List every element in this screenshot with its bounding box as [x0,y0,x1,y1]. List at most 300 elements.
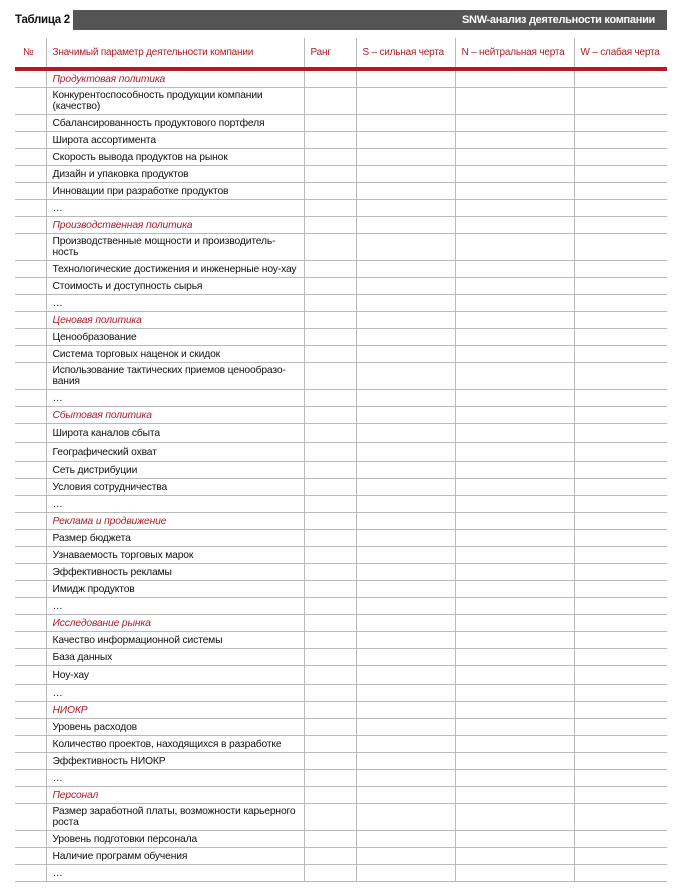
weak-cell [574,804,667,831]
strong-cell [356,615,455,632]
neutral-cell [455,666,574,685]
strong-cell [356,312,455,329]
section-row [15,69,667,88]
rank-cell [304,346,356,363]
weak-cell [574,443,667,462]
snw-analysis-table [15,38,667,882]
section-title: Исследование рынка [46,615,304,632]
rank-cell [304,217,356,234]
neutral-cell [455,547,574,564]
section-row [15,787,667,804]
param-name: Дизайн и упаковка продуктов [46,166,304,183]
rank-cell [304,736,356,753]
strong-cell [356,649,455,666]
neutral-cell [455,278,574,295]
strong-cell [356,530,455,547]
num-cell [15,848,46,865]
strong-cell [356,804,455,831]
param-name: Имидж продуктов [46,581,304,598]
strong-cell [356,132,455,149]
weak-cell [574,261,667,278]
table-row [15,666,667,685]
weak-cell [574,496,667,513]
neutral-cell [455,831,574,848]
strong-cell [356,462,455,479]
param-name: … [46,685,304,702]
strong-cell [356,719,455,736]
strong-cell [356,787,455,804]
num-cell [15,615,46,632]
rank-cell [304,363,356,390]
neutral-cell [455,132,574,149]
neutral-cell [455,407,574,424]
table-row [15,547,667,564]
param-name: Ноу-хау [46,666,304,685]
table-row [15,848,667,865]
rank-cell [304,719,356,736]
table-row [15,736,667,753]
num-cell [15,547,46,564]
param-name: … [46,770,304,787]
num-cell [15,719,46,736]
param-name: Стоимость и доступность сырья [46,278,304,295]
table-row [15,115,667,132]
param-name: Широта ассортимента [46,132,304,149]
table-row [15,496,667,513]
neutral-cell [455,183,574,200]
table-row [15,295,667,312]
num-cell [15,424,46,443]
rank-cell [304,278,356,295]
rank-cell [304,787,356,804]
param-name: Условия сотрудничества [46,479,304,496]
num-cell [15,513,46,530]
weak-cell [574,407,667,424]
strong-cell [356,547,455,564]
weak-cell [574,295,667,312]
param-name: Конкурентоспособность продукции компании (качество) [46,88,304,115]
strong-cell [356,200,455,217]
weak-cell [574,615,667,632]
param-name: Сбалансированность продуктового портфеля [46,115,304,132]
neutral-cell [455,390,574,407]
table-row [15,443,667,462]
neutral-cell [455,363,574,390]
strong-cell [356,234,455,261]
strong-cell [356,329,455,346]
neutral-cell [455,719,574,736]
weak-cell [574,390,667,407]
neutral-cell [455,295,574,312]
section-title: НИОКР [46,702,304,719]
section-row [15,513,667,530]
param-name: Количество проектов, находящихся в разработке [46,736,304,753]
section-title: Продуктовая политика [46,69,304,88]
rank-cell [304,200,356,217]
param-name: … [46,865,304,882]
rank-cell [304,496,356,513]
strong-cell [356,685,455,702]
table-title: SNW-анализ деятельности компании [462,14,655,26]
neutral-cell [455,424,574,443]
strong-cell [356,424,455,443]
num-cell [15,632,46,649]
neutral-cell [455,770,574,787]
table-row [15,149,667,166]
table-row [15,530,667,547]
num-cell [15,390,46,407]
rank-cell [304,865,356,882]
rank-cell [304,443,356,462]
neutral-cell [455,329,574,346]
num-cell [15,312,46,329]
table-row [15,804,667,831]
num-cell [15,462,46,479]
param-name: Широта каналов сбыта [46,424,304,443]
table-row [15,200,667,217]
param-name: Технологические достижения и инженерные ноу-хау [46,261,304,278]
neutral-cell [455,787,574,804]
weak-cell [574,564,667,581]
strong-cell [356,581,455,598]
neutral-cell [455,615,574,632]
strong-cell [356,261,455,278]
rank-cell [304,479,356,496]
param-name: Эффективность НИОКР [46,753,304,770]
rank-cell [304,69,356,88]
neutral-cell [455,581,574,598]
rank-cell [304,702,356,719]
neutral-cell [455,649,574,666]
neutral-cell [455,865,574,882]
strong-cell [356,217,455,234]
strong-cell [356,295,455,312]
rank-cell [304,88,356,115]
num-cell [15,234,46,261]
table-header-row [15,38,667,69]
param-name: Инновации при разработке продуктов [46,183,304,200]
param-name: Наличие программ обучения [46,848,304,865]
num-cell [15,753,46,770]
table-row [15,363,667,390]
param-name: База данных [46,649,304,666]
weak-cell [574,719,667,736]
strong-cell [356,496,455,513]
param-name: … [46,390,304,407]
rank-cell [304,685,356,702]
rank-cell [304,261,356,278]
rank-cell [304,234,356,261]
num-cell [15,770,46,787]
weak-cell [574,88,667,115]
num-cell [15,278,46,295]
rank-cell [304,598,356,615]
rank-cell [304,615,356,632]
strong-cell [356,443,455,462]
rank-cell [304,462,356,479]
table-row [15,770,667,787]
strong-cell [356,632,455,649]
rank-cell [304,547,356,564]
strong-cell [356,770,455,787]
param-name: Ценообразование [46,329,304,346]
strong-cell [356,513,455,530]
num-cell [15,787,46,804]
rank-cell [304,166,356,183]
num-cell [15,685,46,702]
header-rank: Ранг [304,38,356,69]
rank-cell [304,513,356,530]
table-row [15,132,667,149]
num-cell [15,346,46,363]
weak-cell [574,183,667,200]
neutral-cell [455,479,574,496]
param-name: Эффективность рекламы [46,564,304,581]
weak-cell [574,666,667,685]
neutral-cell [455,115,574,132]
num-cell [15,88,46,115]
neutral-cell [455,632,574,649]
num-cell [15,329,46,346]
neutral-cell [455,496,574,513]
weak-cell [574,770,667,787]
strong-cell [356,115,455,132]
param-name: … [46,598,304,615]
num-cell [15,702,46,719]
section-title: Ценовая политика [46,312,304,329]
header-strong: S – сильная черта [356,38,455,69]
weak-cell [574,848,667,865]
param-name: Скорость вывода продуктов на рынок [46,149,304,166]
section-row [15,217,667,234]
header-param: Значимый параметр деятельности компании [46,38,304,69]
weak-cell [574,132,667,149]
rank-cell [304,115,356,132]
strong-cell [356,831,455,848]
table-row [15,685,667,702]
strong-cell [356,390,455,407]
weak-cell [574,166,667,183]
num-cell [15,69,46,88]
table-row [15,649,667,666]
table-row [15,598,667,615]
neutral-cell [455,217,574,234]
strong-cell [356,702,455,719]
weak-cell [574,753,667,770]
weak-cell [574,685,667,702]
num-cell [15,804,46,831]
weak-cell [574,69,667,88]
rank-cell [304,424,356,443]
rank-cell [304,295,356,312]
weak-cell [574,632,667,649]
neutral-cell [455,346,574,363]
section-row [15,407,667,424]
strong-cell [356,183,455,200]
weak-cell [574,312,667,329]
strong-cell [356,149,455,166]
table-row [15,581,667,598]
rank-cell [304,407,356,424]
num-cell [15,200,46,217]
num-cell [15,666,46,685]
weak-cell [574,278,667,295]
num-cell [15,217,46,234]
section-title: Сбытовая политика [46,407,304,424]
strong-cell [356,666,455,685]
num-cell [15,183,46,200]
weak-cell [574,346,667,363]
neutral-cell [455,513,574,530]
param-name: Размер заработной платы, возможности карьерного роста [46,804,304,831]
header-num: № [15,38,46,69]
param-name: Уровень подготовки персонала [46,831,304,848]
table-row [15,261,667,278]
weak-cell [574,831,667,848]
rank-cell [304,530,356,547]
neutral-cell [455,69,574,88]
neutral-cell [455,736,574,753]
rank-cell [304,581,356,598]
rank-cell [304,149,356,166]
param-name: Сеть дистрибуции [46,462,304,479]
strong-cell [356,407,455,424]
num-cell [15,496,46,513]
strong-cell [356,278,455,295]
weak-cell [574,702,667,719]
num-cell [15,865,46,882]
section-title: Реклама и продвижение [46,513,304,530]
weak-cell [574,462,667,479]
num-cell [15,581,46,598]
strong-cell [356,598,455,615]
weak-cell [574,234,667,261]
weak-cell [574,363,667,390]
neutral-cell [455,848,574,865]
weak-cell [574,530,667,547]
neutral-cell [455,598,574,615]
table-row [15,831,667,848]
rank-cell [304,666,356,685]
neutral-cell [455,702,574,719]
strong-cell [356,736,455,753]
table-row [15,346,667,363]
weak-cell [574,479,667,496]
num-cell [15,479,46,496]
weak-cell [574,513,667,530]
neutral-cell [455,685,574,702]
num-cell [15,831,46,848]
rank-cell [304,804,356,831]
table-row [15,424,667,443]
weak-cell [574,424,667,443]
param-name: Система торговых наценок и скидок [46,346,304,363]
section-row [15,615,667,632]
num-cell [15,363,46,390]
neutral-cell [455,166,574,183]
param-name: Качество информационной системы [46,632,304,649]
param-name: … [46,496,304,513]
table-row [15,564,667,581]
rank-cell [304,770,356,787]
neutral-cell [455,149,574,166]
table-row [15,234,667,261]
section-row [15,702,667,719]
table-row [15,166,667,183]
param-name: Уровень расходов [46,719,304,736]
rank-cell [304,132,356,149]
table-row [15,865,667,882]
weak-cell [574,598,667,615]
weak-cell [574,865,667,882]
neutral-cell [455,753,574,770]
weak-cell [574,581,667,598]
weak-cell [574,649,667,666]
header-neutral: N – нейтральная черта [455,38,574,69]
table-row [15,719,667,736]
table-row [15,88,667,115]
param-name: Размер бюджета [46,530,304,547]
num-cell [15,115,46,132]
num-cell [15,295,46,312]
table-row [15,183,667,200]
table-number-label: Таблица 2 [15,14,70,26]
rank-cell [304,329,356,346]
rank-cell [304,848,356,865]
strong-cell [356,479,455,496]
rank-cell [304,312,356,329]
strong-cell [356,564,455,581]
strong-cell [356,88,455,115]
weak-cell [574,200,667,217]
strong-cell [356,363,455,390]
neutral-cell [455,88,574,115]
table-caption [15,10,669,30]
weak-cell [574,115,667,132]
strong-cell [356,848,455,865]
num-cell [15,598,46,615]
num-cell [15,564,46,581]
weak-cell [574,329,667,346]
weak-cell [574,217,667,234]
neutral-cell [455,443,574,462]
num-cell [15,736,46,753]
table-row [15,329,667,346]
table-body [15,69,667,882]
param-name: … [46,295,304,312]
weak-cell [574,787,667,804]
rank-cell [304,632,356,649]
section-title: Персонал [46,787,304,804]
neutral-cell [455,312,574,329]
strong-cell [356,753,455,770]
weak-cell [574,547,667,564]
strong-cell [356,346,455,363]
strong-cell [356,166,455,183]
num-cell [15,407,46,424]
table-row [15,632,667,649]
num-cell [15,149,46,166]
param-name: Узнаваемость торговых марок [46,547,304,564]
neutral-cell [455,261,574,278]
rank-cell [304,183,356,200]
num-cell [15,132,46,149]
num-cell [15,649,46,666]
header-weak: W – слабая черта [574,38,667,69]
strong-cell [356,69,455,88]
num-cell [15,261,46,278]
strong-cell [356,865,455,882]
